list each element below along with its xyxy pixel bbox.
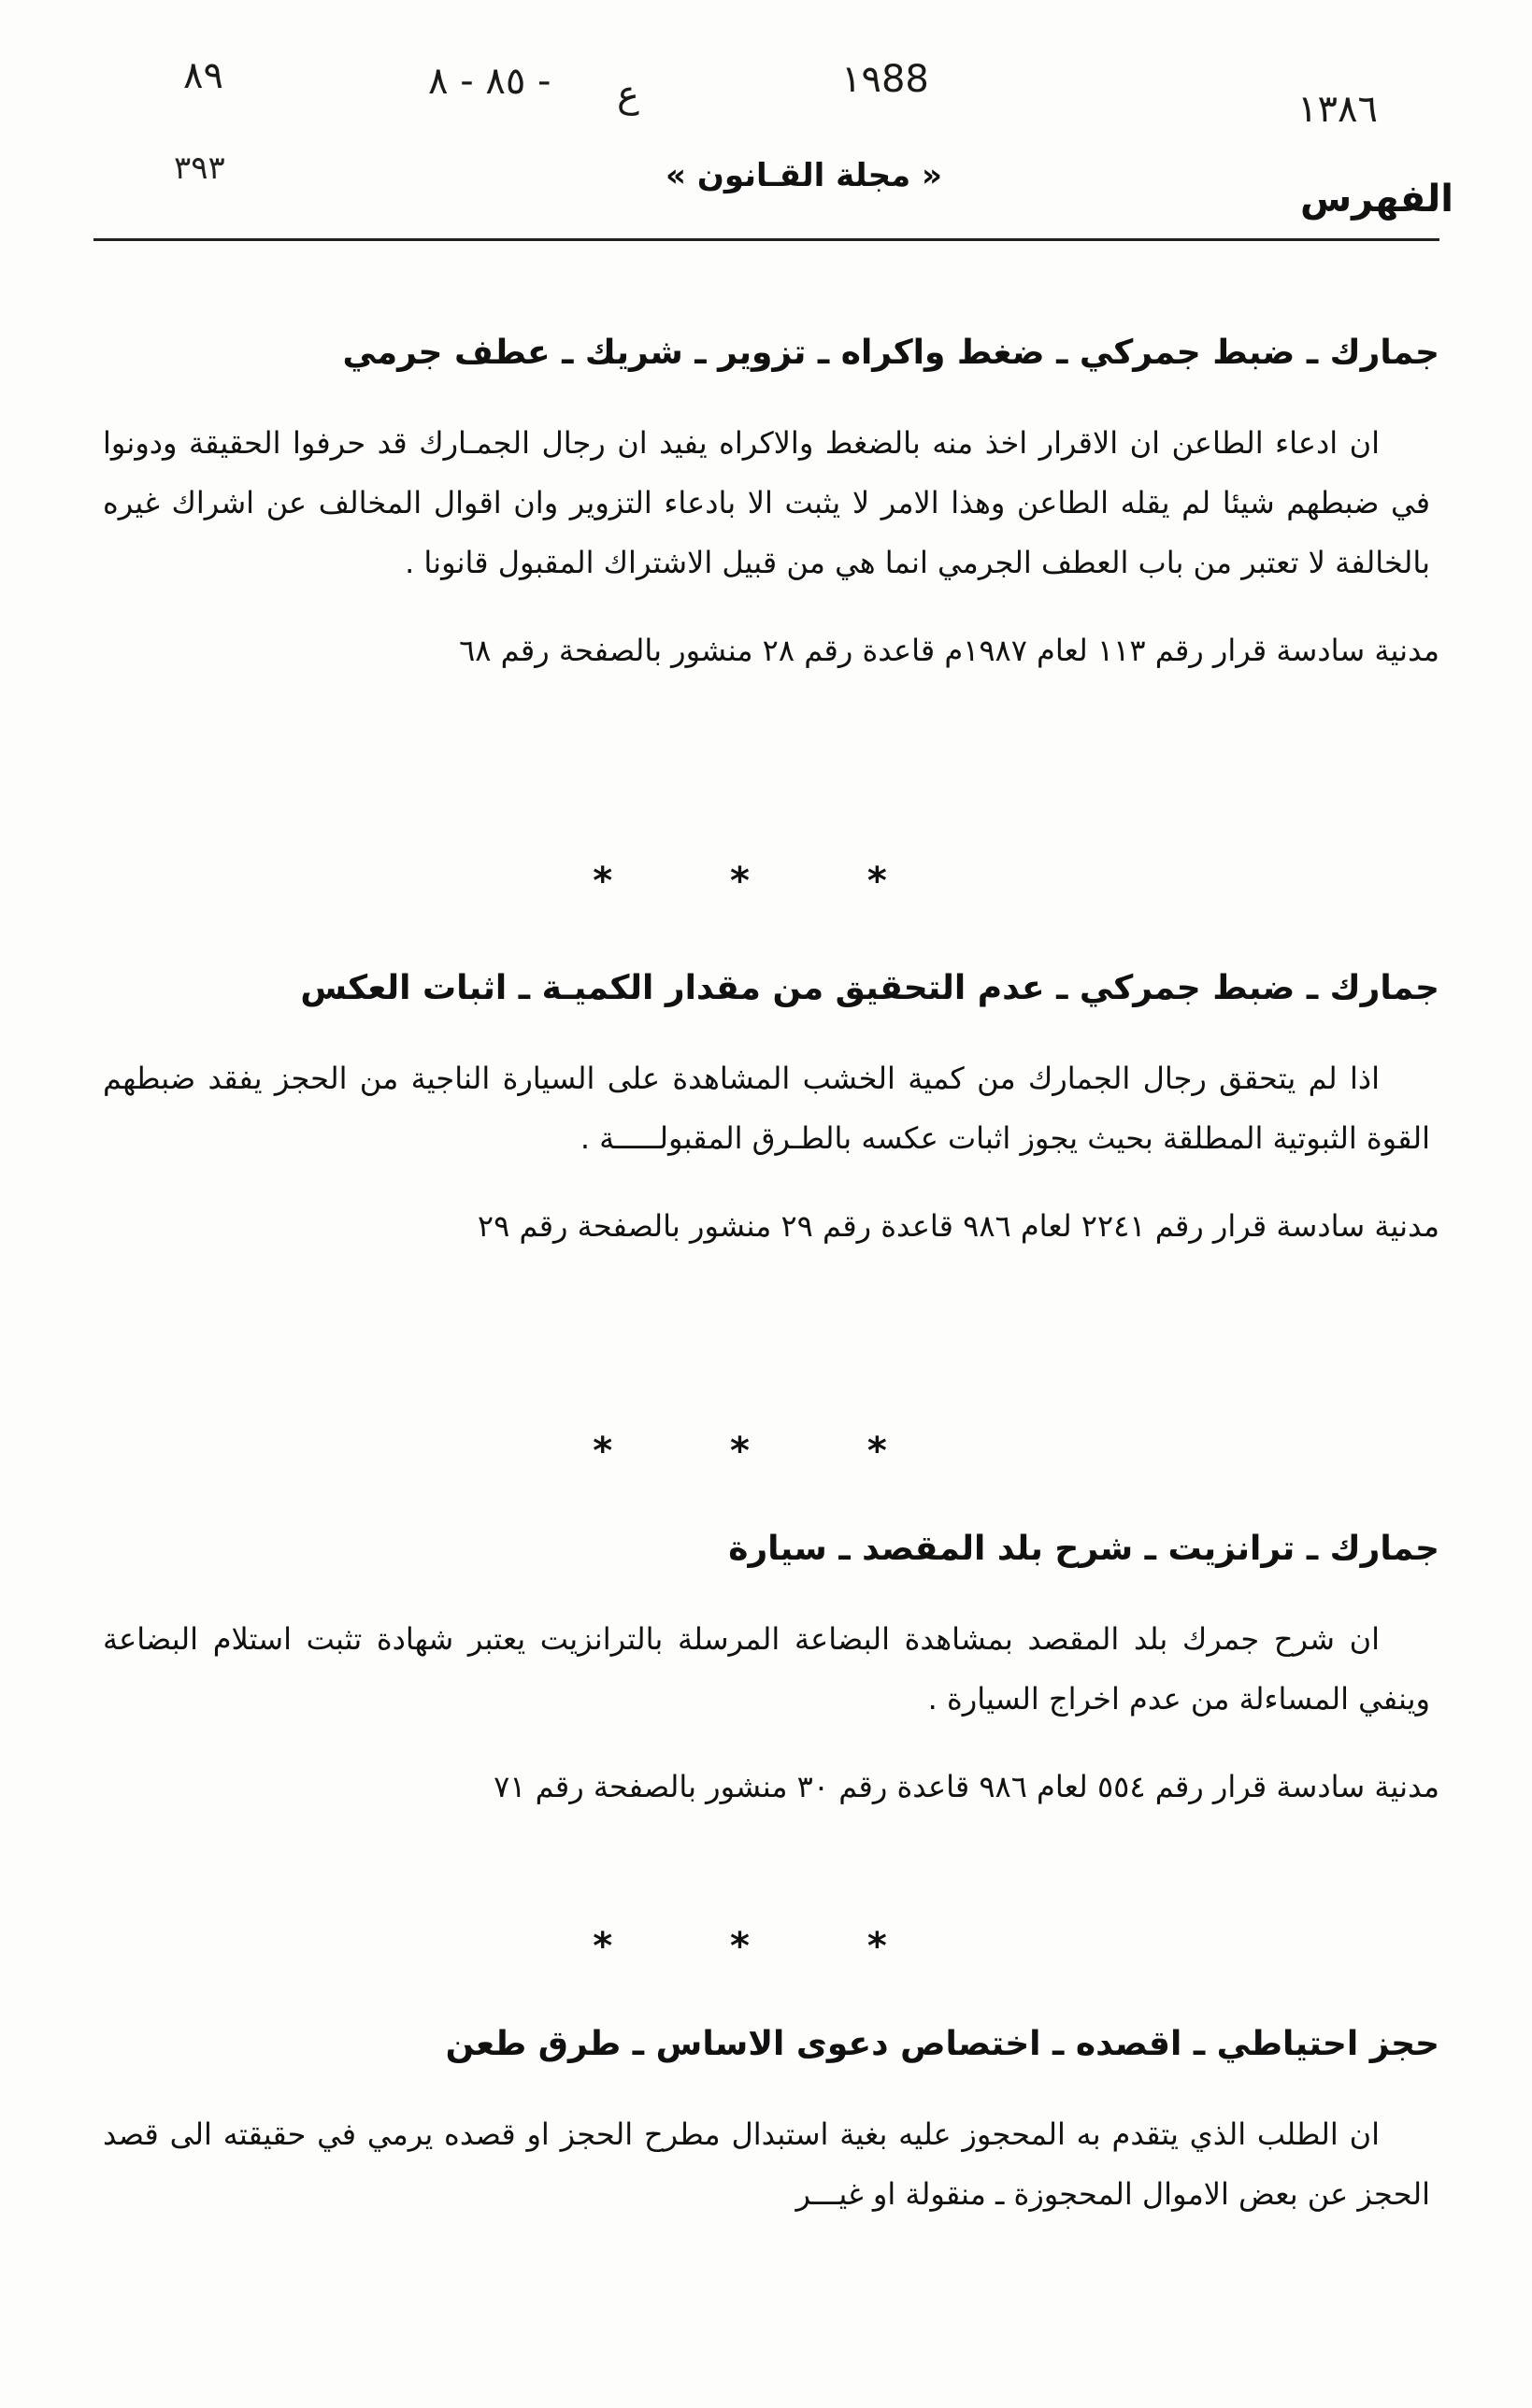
header-divider — [93, 238, 1439, 241]
entry-body-text: ان شرح جمرك بلد المقصد بمشاهدة البضاعة المرسلة بالترانزيت يعتبر شهادة تثبت استلام البضاعة وينفي المساءلة من عدم اخراج السيارة . — [103, 1621, 1430, 1717]
entry-body-text: اذا لم يتحقق رجال الجمارك من كمية الخشب المشاهدة على السيارة الناجية من الحجز يفقد ضبطهم القوة الثبوتية المطلقة بحيث يجوز اثبات عكسه بالطـرق المقبولـــــة . — [103, 1061, 1430, 1156]
index-entry — [84, 962, 1449, 1252]
journal-title: « مجلة القـانون » — [666, 157, 942, 194]
handwritten-number-note: ١٣٨٦ — [1297, 88, 1378, 131]
entry-body — [84, 2104, 1449, 2224]
handwritten-year-note: ١٩88 — [841, 58, 929, 101]
section-separator: * * * — [593, 1925, 939, 1968]
entry-reference: مدنية سادسة قرار رقم ٥٥٤ لعام ٩٨٦ قاعدة رقم ٣٠ منشور بالصفحة رقم ٧١ — [494, 1769, 1439, 1804]
entry-body — [84, 1609, 1449, 1729]
entry-reference: مدنية سادسة قرار رقم ٢٢٤١ لعام ٩٨٦ قاعدة رقم ٢٩ منشور بالصفحة رقم ٢٩ — [477, 1208, 1439, 1244]
index-label: الفهرس — [1299, 178, 1453, 221]
entry-reference: مدنية سادسة قرار رقم ١١٣ لعام ١٩٨٧م قاعدة رقم ٢٨ منشور بالصفحة رقم ٦٨ — [459, 633, 1439, 668]
handwritten-left-note: ٨٩ — [183, 54, 223, 97]
entry-title: جمارك ـ ترانزيت ـ شرح بلد المقصد ـ سيارة — [728, 1530, 1439, 1568]
index-entry — [84, 1523, 1449, 1813]
entry-body — [84, 1048, 1449, 1168]
page-number: ٣٩٣ — [174, 150, 225, 187]
section-separator: * * * — [593, 1430, 939, 1473]
index-entry — [84, 2018, 1449, 2224]
section-separator: * * * — [593, 860, 939, 903]
handwritten-letter-note: ع — [617, 73, 639, 116]
entry-title: جمارك ـ ضبط جمركي ـ ضغط واكراه ـ تزوير ـ شريك ـ عطف جرمي — [342, 334, 1439, 372]
entry-title: حجز احتياطي ـ اقصده ـ اختصاص دعوى الاساس ـ طرق طعن — [445, 2025, 1439, 2063]
entry-body — [84, 413, 1449, 592]
index-entry — [84, 327, 1449, 677]
entry-body-text: ان الطلب الذي يتقدم به المحجوز عليه بغية استبدال مطرح الحجز او قصده يرمي في حقيقته الى قصد الحجز عن بعض الاموال المحجوزة ـ منقولة او غيـــر — [103, 2116, 1430, 2212]
entry-body-text: ان ادعاء الطاعن ان الاقرار اخذ منه بالضغط والاكراه يفيد ان رجال الجمـارك قد حرفوا الحقيقة ودونوا في ضبطهم شيئا لم يقله الطاعن وهذا الامر لا يثبت الا بادعاء التزوير وان اقوال المخالف عن اشراك غيره بالخالفة لا تعتبر من باب العطف الجرمي انما هي من قبيل الاشتراك المقبول قانونا . — [103, 425, 1430, 580]
entry-title: جمارك ـ ضبط جمركي ـ عدم التحقيق من مقدار الكميـة ـ اثبات العكس — [300, 969, 1439, 1007]
handwritten-date-note: ٨٥ - ٨ - — [428, 60, 551, 103]
